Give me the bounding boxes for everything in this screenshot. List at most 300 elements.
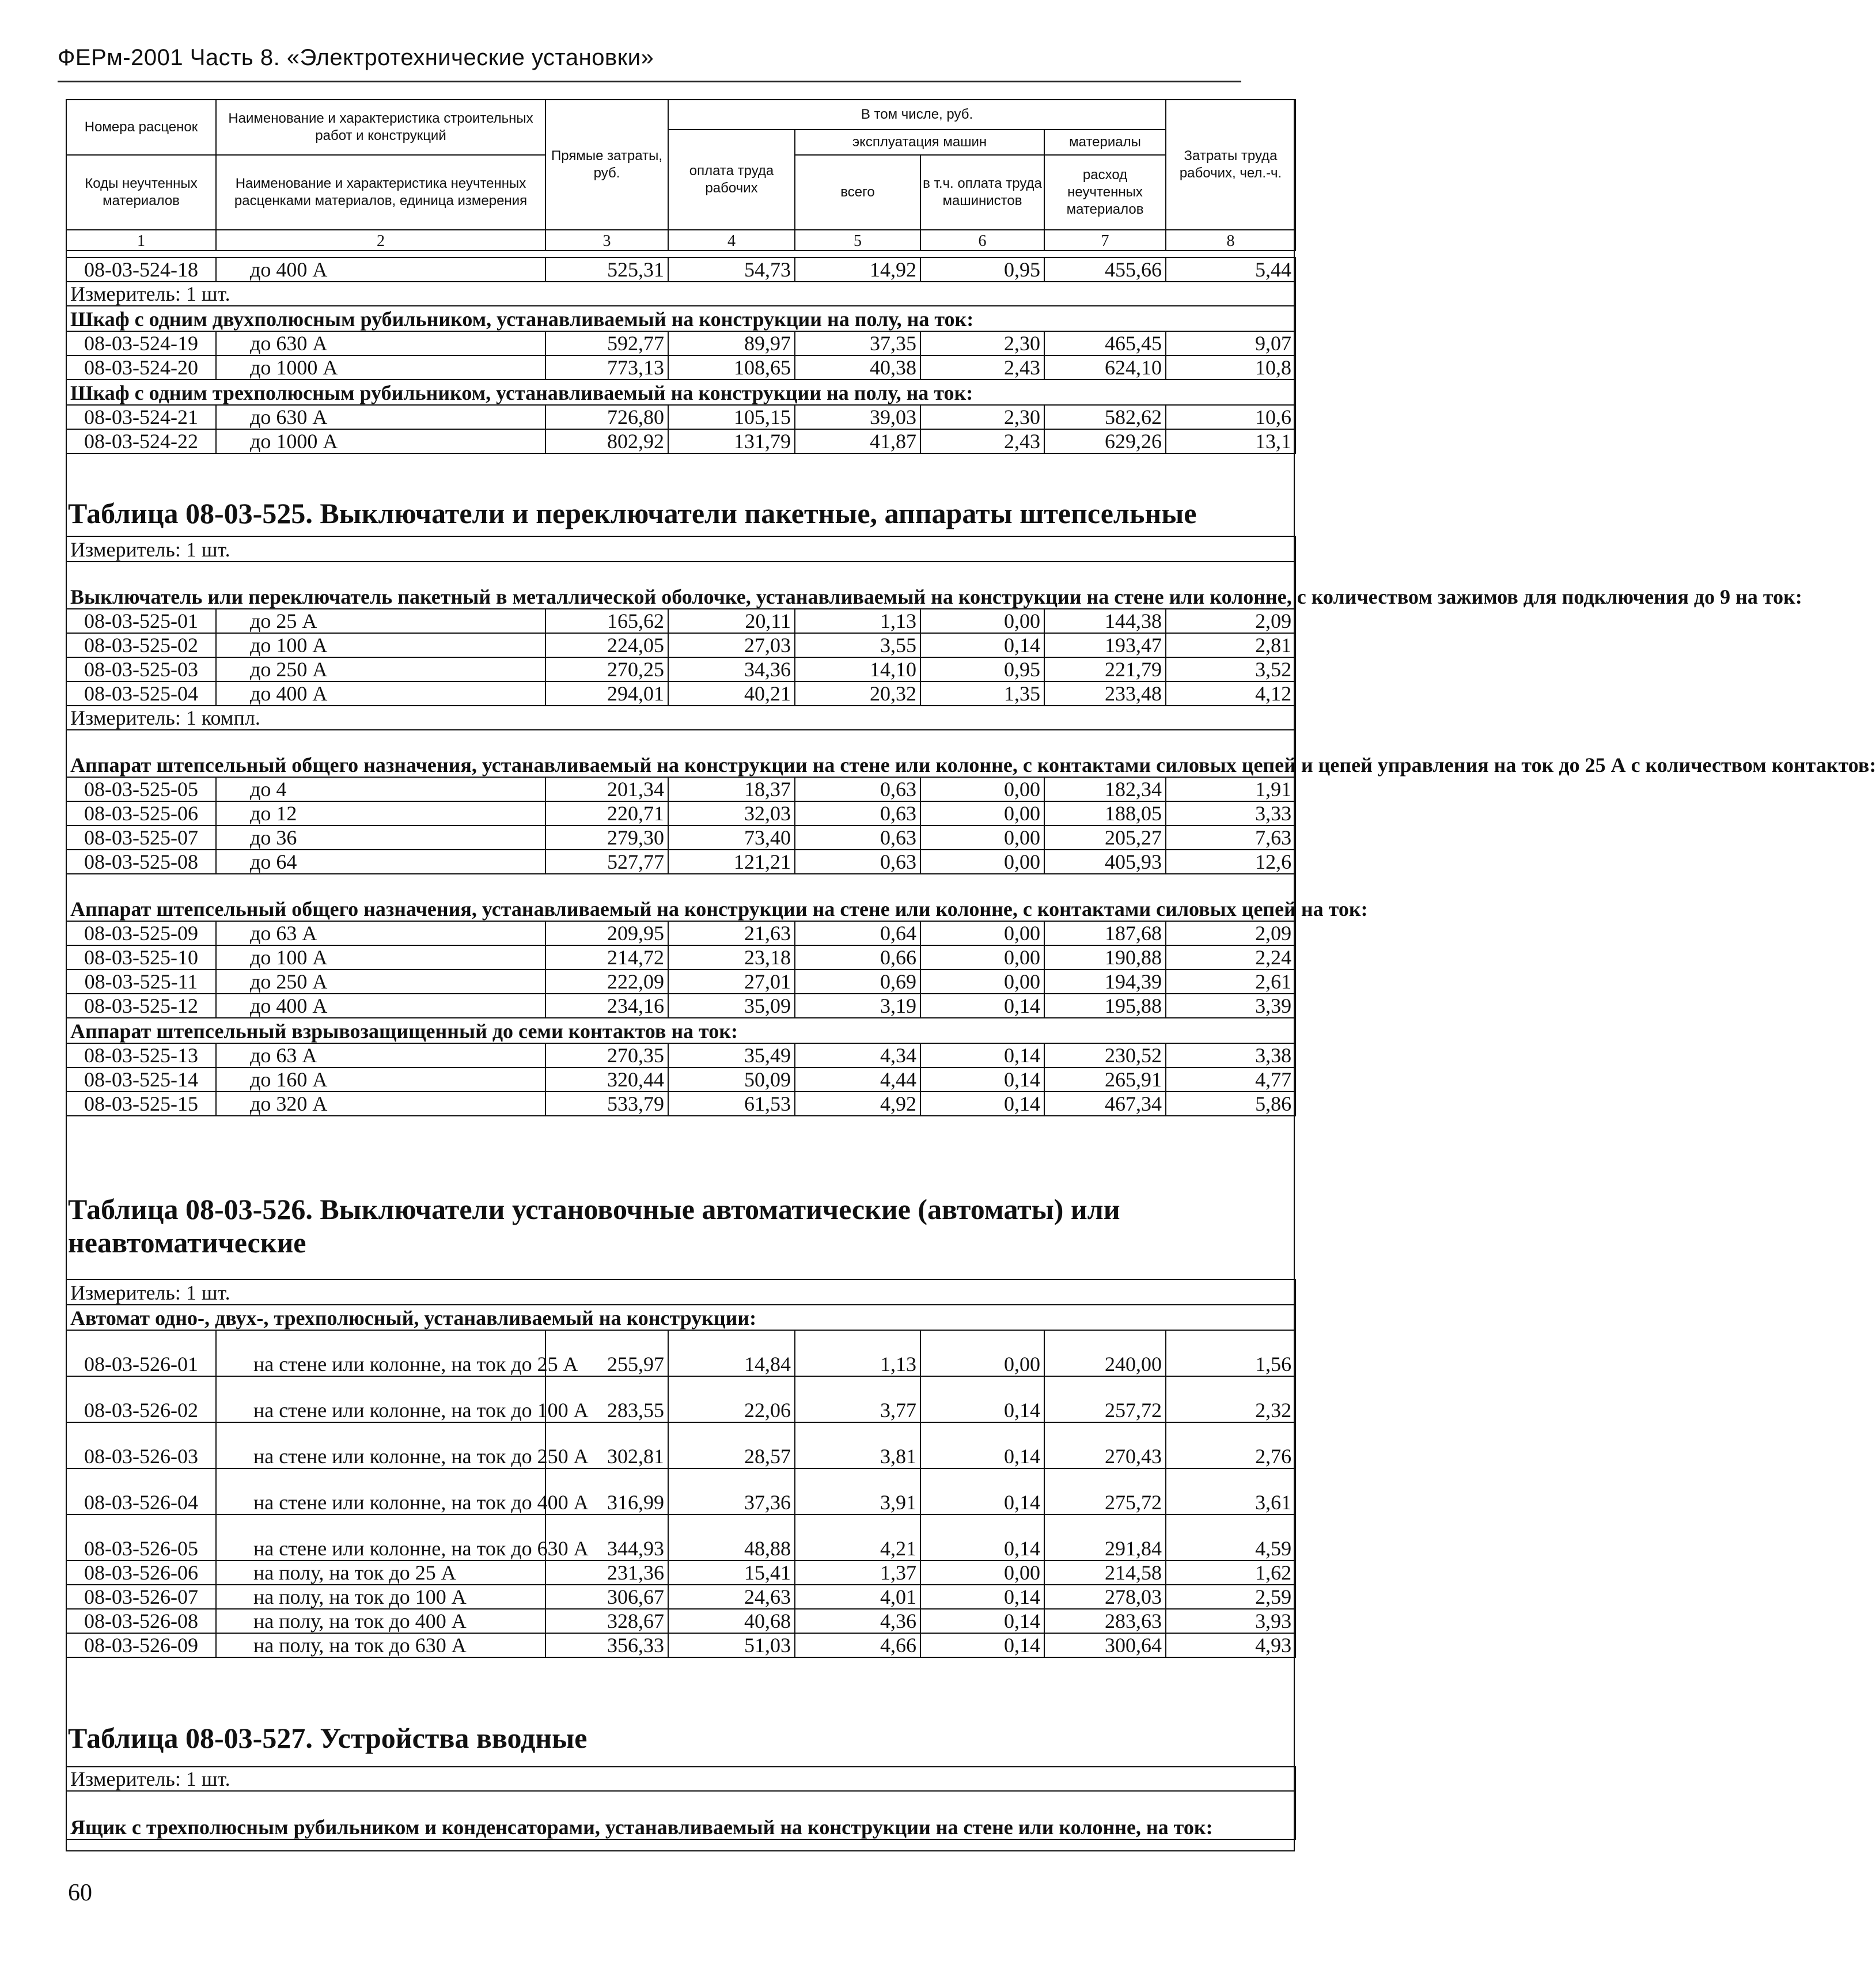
labor-hours: 4,12 [1166, 681, 1295, 706]
machine-wage: 2,43 [920, 429, 1044, 453]
col-header-consumption: расход неучтенных материалов [1044, 155, 1166, 230]
table-row [66, 994, 1295, 1018]
labor-hours: 3,39 [1166, 994, 1295, 1018]
col-header-direct: Прямые затраты, руб. [545, 100, 668, 230]
rate-code: 08-03-526-04 [66, 1468, 216, 1514]
col-number: 1 [66, 230, 216, 251]
table-row [66, 1514, 1295, 1561]
labor-hours: 3,52 [1166, 657, 1295, 681]
wage-cost: 18,37 [668, 777, 795, 801]
machine-wage: 0,00 [920, 801, 1044, 825]
machine-wage: 0,00 [920, 825, 1044, 850]
direct-cost: 802,92 [545, 429, 668, 453]
table-row [66, 257, 1295, 282]
column-header-table [66, 99, 1296, 251]
machine-wage: 0,95 [920, 657, 1044, 681]
rate-name: до 160 А [216, 1067, 545, 1092]
machine-total: 0,69 [795, 970, 920, 994]
col-number: 7 [1044, 230, 1166, 251]
rate-name: на полу, на ток до 400 А [216, 1609, 545, 1633]
rate-code: 08-03-525-02 [66, 633, 216, 657]
subgroup-title: Автомат одно-, двух-, трехполюсный, устанавливаемый на конструкции: [66, 1305, 1295, 1330]
wage-cost: 32,03 [668, 801, 795, 825]
rate-name: до 100 А [216, 633, 545, 657]
rate-name: на стене или колонне, на ток до 25 А [216, 1330, 545, 1376]
table-row [66, 429, 1295, 453]
table-row [66, 850, 1295, 874]
machine-total: 0,63 [795, 777, 920, 801]
rate-name: до 1000 А [216, 355, 545, 380]
wage-cost: 108,65 [668, 355, 795, 380]
wage-cost: 14,84 [668, 1330, 795, 1376]
wage-cost: 15,41 [668, 1561, 795, 1585]
table-row [66, 1376, 1295, 1422]
direct-cost: 726,80 [545, 405, 668, 429]
direct-cost: 220,71 [545, 801, 668, 825]
machine-total: 3,77 [795, 1376, 920, 1422]
machine-wage: 0,14 [920, 1633, 1044, 1657]
machine-total: 3,55 [795, 633, 920, 657]
col-header-numbers: Номера расценок [66, 100, 216, 155]
labor-hours: 2,76 [1166, 1422, 1295, 1468]
direct-cost: 224,05 [545, 633, 668, 657]
machine-wage: 2,30 [920, 331, 1044, 355]
materials-cost: 190,88 [1044, 945, 1166, 970]
machine-total: 1,13 [795, 1330, 920, 1376]
wage-cost: 105,15 [668, 405, 795, 429]
labor-hours: 2,59 [1166, 1585, 1295, 1609]
rate-code: 08-03-524-19 [66, 331, 216, 355]
table-row [66, 1561, 1295, 1585]
wage-cost: 27,01 [668, 970, 795, 994]
table-row [66, 777, 1295, 801]
machine-total: 3,81 [795, 1422, 920, 1468]
rate-code: 08-03-526-05 [66, 1514, 216, 1561]
machine-total: 4,44 [795, 1067, 920, 1092]
unit-label: Измеритель: 1 шт. [66, 536, 1295, 562]
direct-cost: 592,77 [545, 331, 668, 355]
rate-name: на полу, на ток до 100 А [216, 1585, 545, 1609]
materials-cost: 233,48 [1044, 681, 1166, 706]
machine-total: 37,35 [795, 331, 920, 355]
materials-cost: 582,62 [1044, 405, 1166, 429]
col-header-incl-wage: в т.ч. оплата труда машинистов [920, 155, 1044, 230]
rate-code: 08-03-524-21 [66, 405, 216, 429]
rates-table-524 [66, 257, 1296, 454]
wage-cost: 35,09 [668, 994, 795, 1018]
direct-cost: 533,79 [545, 1092, 668, 1116]
wage-cost: 21,63 [668, 921, 795, 945]
rate-code: 08-03-525-14 [66, 1067, 216, 1092]
direct-cost: 279,30 [545, 825, 668, 850]
machine-total: 4,21 [795, 1514, 920, 1561]
machine-wage: 0,95 [920, 257, 1044, 282]
rate-name: до 250 А [216, 970, 545, 994]
rate-name: до 25 А [216, 609, 545, 633]
rate-name: на полу, на ток до 630 А [216, 1633, 545, 1657]
machine-total: 1,13 [795, 609, 920, 633]
table-row [66, 1422, 1295, 1468]
machine-total: 4,36 [795, 1609, 920, 1633]
materials-cost: 624,10 [1044, 355, 1166, 380]
rate-code: 08-03-525-05 [66, 777, 216, 801]
machine-wage: 1,35 [920, 681, 1044, 706]
col-number: 2 [216, 230, 545, 251]
materials-cost: 278,03 [1044, 1585, 1166, 1609]
labor-hours: 13,1 [1166, 429, 1295, 453]
machine-wage: 0,14 [920, 994, 1044, 1018]
machine-total: 4,92 [795, 1092, 920, 1116]
materials-cost: 205,27 [1044, 825, 1166, 850]
labor-hours: 2,81 [1166, 633, 1295, 657]
machine-total: 4,66 [795, 1633, 920, 1657]
labor-hours: 1,62 [1166, 1561, 1295, 1585]
machine-total: 20,32 [795, 681, 920, 706]
table-row [66, 825, 1295, 850]
machine-total: 1,37 [795, 1561, 920, 1585]
direct-cost: 302,81 [545, 1422, 668, 1468]
wage-cost: 50,09 [668, 1067, 795, 1092]
rate-name: до 1000 А [216, 429, 545, 453]
labor-hours: 4,93 [1166, 1633, 1295, 1657]
direct-cost: 165,62 [545, 609, 668, 633]
machine-wage: 0,14 [920, 1043, 1044, 1067]
wage-cost: 89,97 [668, 331, 795, 355]
wage-cost: 40,68 [668, 1609, 795, 1633]
col-header-labor: Затраты труда рабочих, чел.-ч. [1166, 100, 1295, 230]
table-row [66, 1092, 1295, 1116]
col-number: 4 [668, 230, 795, 251]
materials-cost: 283,63 [1044, 1609, 1166, 1633]
rate-code: 08-03-525-01 [66, 609, 216, 633]
unit-label: Измеритель: 1 компл. [66, 706, 1295, 730]
rate-code: 08-03-524-20 [66, 355, 216, 380]
machine-wage: 2,30 [920, 405, 1044, 429]
rate-name: на стене или колонне, на ток до 630 А [216, 1514, 545, 1561]
machine-wage: 0,14 [920, 1468, 1044, 1514]
rate-name: до 36 [216, 825, 545, 850]
labor-hours: 2,24 [1166, 945, 1295, 970]
machine-wage: 0,14 [920, 1092, 1044, 1116]
rate-code: 08-03-526-02 [66, 1376, 216, 1422]
direct-cost: 320,44 [545, 1067, 668, 1092]
machine-wage: 2,43 [920, 355, 1044, 380]
labor-hours: 3,93 [1166, 1609, 1295, 1633]
direct-cost: 234,16 [545, 994, 668, 1018]
machine-wage: 0,00 [920, 945, 1044, 970]
materials-cost: 188,05 [1044, 801, 1166, 825]
rate-code: 08-03-525-10 [66, 945, 216, 970]
rate-code: 08-03-525-11 [66, 970, 216, 994]
machine-total: 41,87 [795, 429, 920, 453]
subgroup-title: Аппарат штепсельный общего назначения, устанавливаемый на конструкции на стене или колонне, с контактами силовых цепей и цепей управления на ток до 25 А с количеством контактов: [66, 730, 1295, 777]
unit-label: Измеритель: 1 шт. [66, 1767, 1295, 1791]
table-row [66, 633, 1295, 657]
labor-hours: 4,59 [1166, 1514, 1295, 1561]
materials-cost: 214,58 [1044, 1561, 1166, 1585]
rate-name: до 4 [216, 777, 545, 801]
col-header-unaccounted: Наименование и характеристика неучтенных расценками материалов, единица измерения [216, 155, 545, 230]
machine-wage: 0,14 [920, 1609, 1044, 1633]
table-row [66, 1585, 1295, 1609]
rate-name: до 400 А [216, 257, 545, 282]
col-number: 8 [1166, 230, 1295, 251]
rate-code: 08-03-525-04 [66, 681, 216, 706]
col-header-incl: В том числе, руб. [668, 100, 1166, 130]
wage-cost: 40,21 [668, 681, 795, 706]
rate-code: 08-03-525-08 [66, 850, 216, 874]
machine-total: 14,10 [795, 657, 920, 681]
materials-cost: 240,00 [1044, 1330, 1166, 1376]
table-title-527: Таблица 08-03-527. Устройства вводные [68, 1722, 588, 1754]
labor-hours: 4,77 [1166, 1067, 1295, 1092]
wage-cost: 34,36 [668, 657, 795, 681]
machine-total: 14,92 [795, 257, 920, 282]
machine-wage: 0,00 [920, 850, 1044, 874]
table-row [66, 609, 1295, 633]
col-number: 5 [795, 230, 920, 251]
rate-name: до 63 А [216, 1043, 545, 1067]
direct-cost: 306,67 [545, 1585, 668, 1609]
materials-cost: 230,52 [1044, 1043, 1166, 1067]
materials-cost: 221,79 [1044, 657, 1166, 681]
table-row [66, 1633, 1295, 1657]
rate-code: 08-03-526-01 [66, 1330, 216, 1376]
materials-cost: 144,38 [1044, 609, 1166, 633]
table-row [66, 1330, 1295, 1376]
materials-cost: 465,45 [1044, 331, 1166, 355]
direct-cost: 231,36 [545, 1561, 668, 1585]
col-header-machines: эксплуатация машин [795, 130, 1044, 155]
direct-cost: 222,09 [545, 970, 668, 994]
wage-cost: 35,49 [668, 1043, 795, 1067]
page-number: 60 [68, 1880, 92, 1906]
machine-wage: 0,00 [920, 921, 1044, 945]
table-row [66, 355, 1295, 380]
rate-name: до 64 [216, 850, 545, 874]
table-row [66, 970, 1295, 994]
wage-cost: 73,40 [668, 825, 795, 850]
rate-name: на стене или колонне, на ток до 400 А [216, 1468, 545, 1514]
col-header-name: Наименование и характеристика строительных работ и конструкций [216, 100, 545, 155]
rate-name: до 400 А [216, 681, 545, 706]
machine-wage: 0,14 [920, 1585, 1044, 1609]
table-row [66, 681, 1295, 706]
rate-code: 08-03-526-09 [66, 1633, 216, 1657]
col-header-wage: оплата труда рабочих [668, 130, 795, 230]
col-number: 6 [920, 230, 1044, 251]
unit-label: Измеритель: 1 шт. [66, 1279, 1295, 1305]
wage-cost: 48,88 [668, 1514, 795, 1561]
labor-hours: 5,44 [1166, 257, 1295, 282]
rate-name: до 63 А [216, 921, 545, 945]
machine-wage: 0,00 [920, 777, 1044, 801]
rate-name: до 630 А [216, 405, 545, 429]
rate-code: 08-03-525-07 [66, 825, 216, 850]
materials-cost: 629,26 [1044, 429, 1166, 453]
wage-cost: 131,79 [668, 429, 795, 453]
rate-name: до 630 А [216, 331, 545, 355]
machine-total: 0,63 [795, 850, 920, 874]
subgroup-title: Шкаф с одним трехполюсным рубильником, устанавливаемый на конструкции на полу, на ток: [66, 380, 1295, 405]
page-header: ФЕРм-2001 Часть 8. «Электротехнические установки» [58, 45, 654, 70]
table-row [66, 945, 1295, 970]
rate-code: 08-03-525-06 [66, 801, 216, 825]
table-title-526: Таблица 08-03-526. Выключатели установочные автоматические (автоматы) или неавтоматические [68, 1193, 1120, 1259]
direct-cost: 209,95 [545, 921, 668, 945]
table-row [66, 1609, 1295, 1633]
wage-cost: 121,21 [668, 850, 795, 874]
labor-hours: 10,8 [1166, 355, 1295, 380]
machine-total: 0,66 [795, 945, 920, 970]
wage-cost: 22,06 [668, 1376, 795, 1422]
rate-name: на полу, на ток до 25 А [216, 1561, 545, 1585]
wage-cost: 37,36 [668, 1468, 795, 1514]
direct-cost: 214,72 [545, 945, 668, 970]
machine-total: 39,03 [795, 405, 920, 429]
subgroup-title: Выключатель или переключатель пакетный в металлической оболочке, устанавливаемый на конструкции на стене или колонне, с количеством зажимов для подключения до 9 на ток: [66, 562, 1295, 609]
machine-total: 0,63 [795, 825, 920, 850]
wage-cost: 24,63 [668, 1585, 795, 1609]
col-header-total: всего [795, 155, 920, 230]
machine-wage: 0,00 [920, 609, 1044, 633]
labor-hours: 2,61 [1166, 970, 1295, 994]
rate-code: 08-03-525-12 [66, 994, 216, 1018]
machine-wage: 0,14 [920, 633, 1044, 657]
materials-cost: 270,43 [1044, 1422, 1166, 1468]
table-row [66, 405, 1295, 429]
materials-cost: 193,47 [1044, 633, 1166, 657]
rate-name: до 12 [216, 801, 545, 825]
materials-cost: 467,34 [1044, 1092, 1166, 1116]
labor-hours: 7,63 [1166, 825, 1295, 850]
unit-label: Измеритель: 1 шт. [66, 282, 1295, 306]
machine-total: 40,38 [795, 355, 920, 380]
wage-cost: 54,73 [668, 257, 795, 282]
labor-hours: 1,91 [1166, 777, 1295, 801]
materials-cost: 257,72 [1044, 1376, 1166, 1422]
direct-cost: 283,55 [545, 1376, 668, 1422]
materials-cost: 182,34 [1044, 777, 1166, 801]
materials-cost: 194,39 [1044, 970, 1166, 994]
labor-hours: 10,6 [1166, 405, 1295, 429]
direct-cost: 294,01 [545, 681, 668, 706]
direct-cost: 328,67 [545, 1609, 668, 1633]
rate-name: на стене или колонне, на ток до 250 А [216, 1422, 545, 1468]
wage-cost: 51,03 [668, 1633, 795, 1657]
machine-wage: 0,14 [920, 1067, 1044, 1092]
rate-name: до 320 А [216, 1092, 545, 1116]
direct-cost: 270,25 [545, 657, 668, 681]
table-row [66, 1468, 1295, 1514]
rate-code: 08-03-525-13 [66, 1043, 216, 1067]
rates-table-525 [66, 536, 1876, 1116]
wage-cost: 27,03 [668, 633, 795, 657]
labor-hours: 12,6 [1166, 850, 1295, 874]
header-rule [58, 81, 1241, 82]
wage-cost: 61,53 [668, 1092, 795, 1116]
direct-cost: 356,33 [545, 1633, 668, 1657]
direct-cost: 525,31 [545, 257, 668, 282]
table-row [66, 657, 1295, 681]
materials-cost: 265,91 [1044, 1067, 1166, 1092]
materials-cost: 195,88 [1044, 994, 1166, 1018]
machine-wage: 0,14 [920, 1514, 1044, 1561]
rates-table-527 [66, 1766, 1296, 1840]
rate-code: 08-03-524-22 [66, 429, 216, 453]
col-header-codes: Коды неучтенных материалов [66, 155, 216, 230]
labor-hours: 9,07 [1166, 331, 1295, 355]
rate-code: 08-03-526-07 [66, 1585, 216, 1609]
direct-cost: 270,35 [545, 1043, 668, 1067]
rate-code: 08-03-526-06 [66, 1561, 216, 1585]
machine-total: 4,01 [795, 1585, 920, 1609]
direct-cost: 201,34 [545, 777, 668, 801]
rate-code: 08-03-526-03 [66, 1422, 216, 1468]
wage-cost: 28,57 [668, 1422, 795, 1468]
table-row [66, 1043, 1295, 1067]
rate-code: 08-03-525-15 [66, 1092, 216, 1116]
rate-name: до 100 А [216, 945, 545, 970]
table-row [66, 801, 1295, 825]
machine-wage: 0,14 [920, 1422, 1044, 1468]
labor-hours: 5,86 [1166, 1092, 1295, 1116]
rate-name: до 250 А [216, 657, 545, 681]
machine-wage: 0,00 [920, 1330, 1044, 1376]
wage-cost: 20,11 [668, 609, 795, 633]
subgroup-title: Аппарат штепсельный общего назначения, устанавливаемый на конструкции на стене или колонне, с контактами силовых цепей на ток: [66, 874, 1295, 921]
rate-name: на стене или колонне, на ток до 100 А [216, 1376, 545, 1422]
subgroup-title: Ящик с трехполюсным рубильником и конденсаторами, устанавливаемый на конструкции на стене или колонне, на ток: [66, 1791, 1295, 1839]
rate-code: 08-03-525-09 [66, 921, 216, 945]
machine-wage: 0,00 [920, 970, 1044, 994]
table-row [66, 331, 1295, 355]
materials-cost: 405,93 [1044, 850, 1166, 874]
col-header-materials: материалы [1044, 130, 1166, 155]
labor-hours: 2,09 [1166, 609, 1295, 633]
rate-code: 08-03-526-08 [66, 1609, 216, 1633]
machine-total: 3,19 [795, 994, 920, 1018]
materials-cost: 455,66 [1044, 257, 1166, 282]
table-row [66, 1067, 1295, 1092]
machine-wage: 0,00 [920, 1561, 1044, 1585]
machine-total: 3,91 [795, 1468, 920, 1514]
direct-cost: 255,97 [545, 1330, 668, 1376]
rates-table-526 [66, 1279, 1296, 1658]
labor-hours: 1,56 [1166, 1330, 1295, 1376]
direct-cost: 344,93 [545, 1514, 668, 1561]
materials-cost: 187,68 [1044, 921, 1166, 945]
labor-hours: 2,09 [1166, 921, 1295, 945]
table-title-525: Таблица 08-03-525. Выключатели и переключатели пакетные, аппараты штепсельные [68, 497, 1197, 529]
rate-name: до 400 А [216, 994, 545, 1018]
col-number: 3 [545, 230, 668, 251]
table-row [66, 921, 1295, 945]
labor-hours: 3,61 [1166, 1468, 1295, 1514]
direct-cost: 773,13 [545, 355, 668, 380]
labor-hours: 3,38 [1166, 1043, 1295, 1067]
materials-cost: 275,72 [1044, 1468, 1166, 1514]
direct-cost: 316,99 [545, 1468, 668, 1514]
labor-hours: 2,32 [1166, 1376, 1295, 1422]
direct-cost: 527,77 [545, 850, 668, 874]
machine-total: 0,64 [795, 921, 920, 945]
subgroup-title: Шкаф с одним двухполюсным рубильником, устанавливаемый на конструкции на полу, на ток: [66, 306, 1295, 331]
rate-code: 08-03-525-03 [66, 657, 216, 681]
materials-cost: 291,84 [1044, 1514, 1166, 1561]
wage-cost: 23,18 [668, 945, 795, 970]
machine-wage: 0,14 [920, 1376, 1044, 1422]
